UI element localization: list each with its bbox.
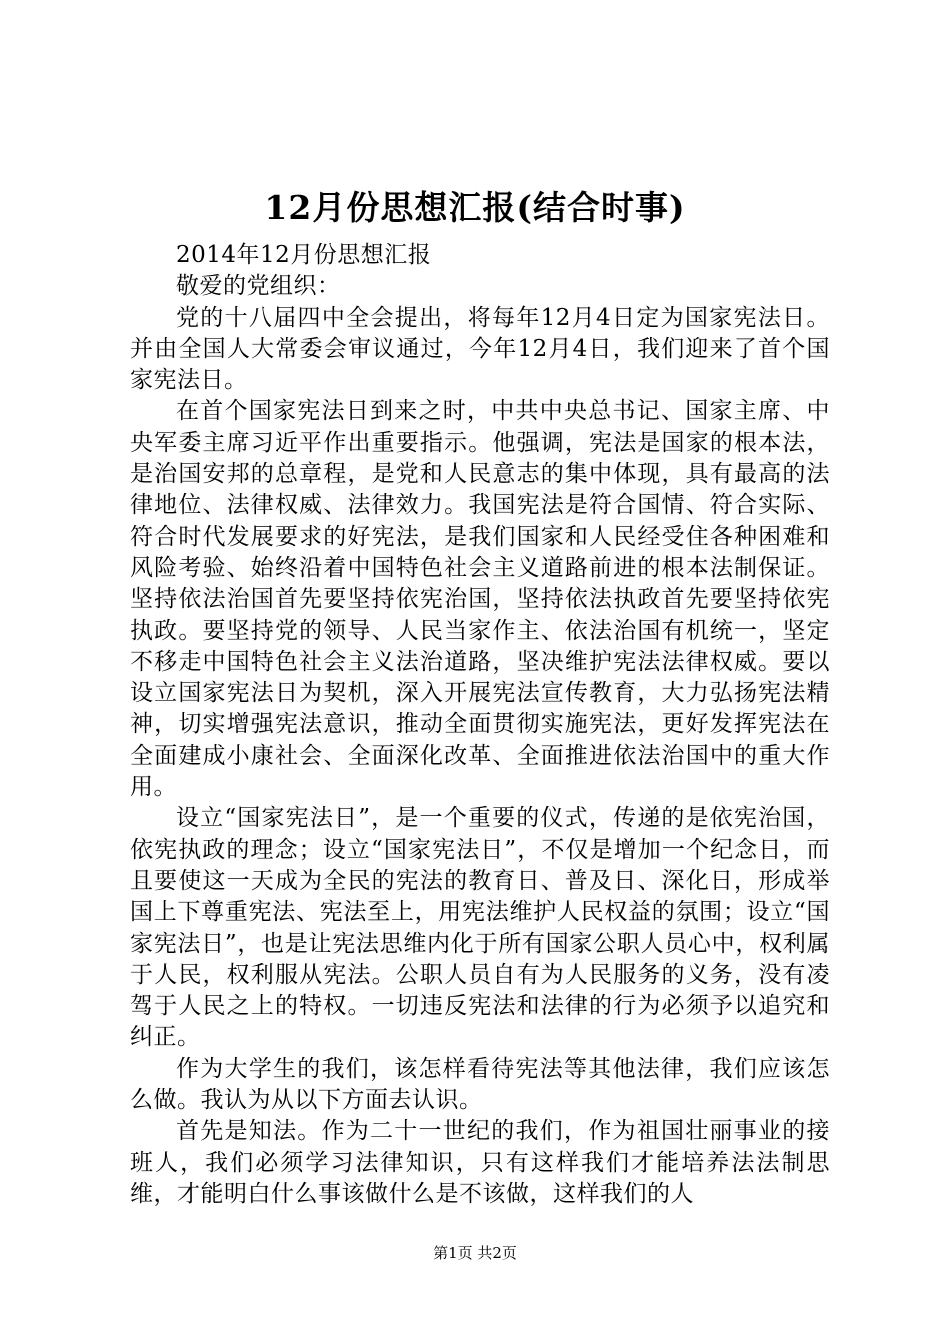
paragraph: 在首个国家宪法日到来之时，中共中央总书记、国家主席、中央军委主席习近平作出重要指示。他强调，宪法是国家的根本法，是治国安邦的总章程，是党和人民意志的集中体现，具有最高的法律地位、法律权威、法律效力。我国宪法是符合国情、符合实际、符合时代发展要求的好宪法，是我们国家和人民经受住各种困难和风险考验、始终沿着中国特色社会主义道路前进的根本法制保证。坚持依法治国首先要坚持依宪治国，坚持依法执政首先要坚持依宪执政。要坚持党的领导、人民当家作主、依法治国有机统一，坚定不移走中国特色社会主义法治道路，坚决维护宪法法律权威。要以设立国家宪法日为契机，深入开展宪法宣传教育，大力弘扬宪法精神，切实增强宪法意识，推动全面贯彻实施宪法，更好发挥宪法在全面建成小康社会、全面深化改革、全面推进依法治国中的重大作用。: [130, 398, 830, 801]
page-footer: 第1页 共2页: [433, 1244, 517, 1262]
paragraph: 设立“国家宪法日”，是一个重要的仪式，传递的是依宪治国，依宪执政的理念；设立“国家宪法日”，不仅是增加一个纪念日，而且要使这一天成为全民的宪法的教育日、普及日、深化日，形成举国上下尊重宪法、宪法至上，用宪法维护人民权益的氛围；设立“国家宪法日”，也是让宪法思维内化于所有国家公职人员心中，权利属于人民，权利服从宪法。公职人员自有为人民服务的义务，没有凌驾于人民之上的特权。一切违反宪法和法律的行为必须予以追究和纠正。: [130, 805, 830, 1051]
paragraph: 首先是知法。作为二十一世纪的我们，作为祖国壮丽事业的接班人，我们必须学习法律知识，只有这样我们才能培养法法制思维，才能明白什么事该做什么是不该做，这样我们的人: [130, 1118, 830, 1207]
document-title: 12月份思想汇报(结合时事): [264, 188, 686, 227]
paragraph: 作为大学生的我们，该怎样看待宪法等其他法律，我们应该怎么做。我认为从以下方面去认识。: [130, 1055, 830, 1114]
document-body: [130, 240, 830, 1210]
paragraph-date-heading: 2014年12月份思想汇报: [176, 242, 432, 268]
paragraph-salutation: 敬爱的党组织：: [176, 273, 341, 300]
paragraph: 党的十八届四中全会提出，将每年12月4日定为国家宪法日。并由全国人大常委会审议通过，今年12月4日，我们迎来了首个国家宪法日。: [130, 304, 830, 394]
